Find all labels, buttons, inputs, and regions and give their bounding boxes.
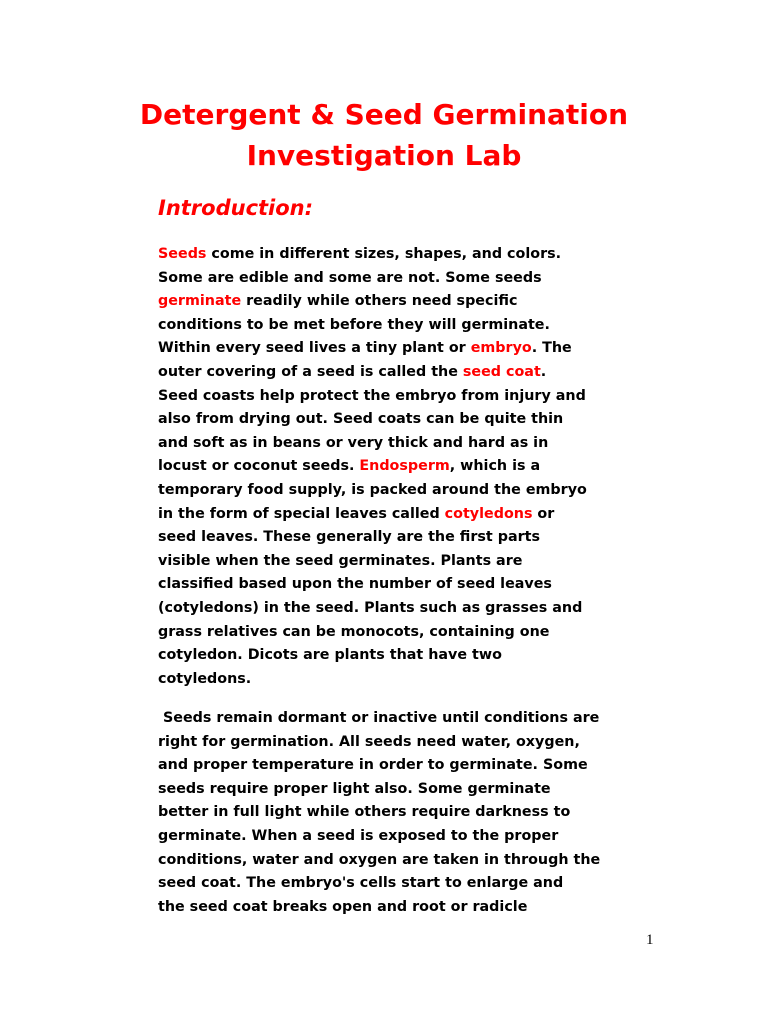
text-segment: readily while others need specific	[241, 293, 518, 310]
text-segment: Seed coasts help protect the embryo from injury and	[158, 387, 586, 404]
text-segment: Some are edible and some are not. Some seeds	[158, 269, 542, 286]
paragraph-line: right for germination. All seeds need water, oxygen,	[158, 733, 580, 750]
text-segment: outer covering of a seed is called the	[158, 363, 463, 380]
text-segment: Within every seed lives a tiny plant or	[158, 340, 471, 357]
highlighted-term: Seeds	[158, 246, 207, 262]
text-segment: in the form of special leaves called	[158, 505, 445, 522]
text-segment: or	[532, 505, 555, 522]
section-heading-introduction: Introduction:	[158, 196, 314, 220]
text-segment: (cotyledons) in the seed. Plants such as grasses and	[158, 599, 583, 616]
highlighted-term: seed coat	[462, 363, 541, 380]
paragraph-line	[158, 385, 618, 409]
intro-paragraph-1	[158, 243, 618, 691]
text-segment: .	[540, 363, 547, 380]
highlighted-term: Endosperm	[359, 458, 450, 475]
paragraph-line	[158, 644, 618, 668]
paragraph-line	[158, 668, 618, 692]
text-segment: conditions to be met before they will germinate.	[158, 316, 550, 333]
text-segment: grass relatives can be monocots, containing one	[158, 623, 550, 640]
paragraph-line	[158, 337, 618, 361]
paragraph-line: Seeds remain dormant or inactive until conditions are	[158, 710, 600, 726]
text-segment: locust or coconut seeds.	[158, 458, 360, 475]
paragraph-line	[158, 361, 618, 385]
paragraph-line	[158, 314, 618, 338]
paragraph-line: germinate. When a seed is exposed to the proper	[158, 827, 559, 844]
page-number: 1	[646, 932, 654, 948]
text-segment: temporary food supply, is packed around the embryo	[158, 481, 587, 498]
paragraph-line	[158, 455, 618, 479]
highlighted-term: cotyledons	[444, 505, 533, 522]
highlighted-term: embryo	[470, 340, 532, 357]
paragraph-line	[158, 479, 618, 503]
paragraph-line: seeds require proper light also. Some germinate	[158, 780, 551, 797]
text-segment: visible when the seed germinates. Plants are	[158, 552, 523, 569]
paragraph-line	[158, 243, 618, 267]
page-title-line-1: Detergent & Seed Germination	[139, 98, 629, 131]
paragraph-line: and proper temperature in order to germinate. Some	[158, 757, 588, 774]
paragraph-line	[158, 432, 618, 456]
text-segment: cotyledon. Dicots are plants that have two	[158, 647, 502, 664]
paragraph-line: the seed coat breaks open and root or radicle	[158, 898, 528, 915]
text-segment: , which is a	[449, 458, 541, 475]
paragraph-line: conditions, water and oxygen are taken in through the	[158, 851, 601, 868]
paragraph-line	[158, 290, 618, 314]
text-segment: classified based upon the number of seed leaves	[158, 576, 552, 593]
text-segment: seed leaves. These generally are the first parts	[158, 529, 541, 546]
highlighted-term: germinate	[158, 293, 242, 310]
text-segment: also from drying out. Seed coats can be quite thin	[158, 411, 564, 428]
page-title-line-2: Investigation Lab	[246, 139, 522, 172]
paragraph-line	[158, 550, 618, 574]
page-title	[0, 94, 768, 176]
paragraph-line	[158, 597, 618, 621]
text-segment: cotyledons.	[158, 670, 252, 687]
text-segment: . The	[531, 340, 572, 357]
intro-paragraph-2	[158, 707, 618, 919]
paragraph-line	[158, 267, 618, 291]
paragraph-line: seed coat. The embryo's cells start to enlarge and	[158, 875, 564, 892]
paragraph-line	[158, 573, 618, 597]
paragraph-line: better in full light while others require darkness to	[158, 804, 571, 821]
paragraph-line	[158, 503, 618, 527]
paragraph-line	[158, 408, 618, 432]
text-segment: and soft as in beans or very thick and hard as in	[158, 434, 549, 451]
paragraph-line	[158, 621, 618, 645]
text-segment: come in different sizes, shapes, and colors.	[206, 246, 562, 262]
paragraph-line	[158, 526, 618, 550]
